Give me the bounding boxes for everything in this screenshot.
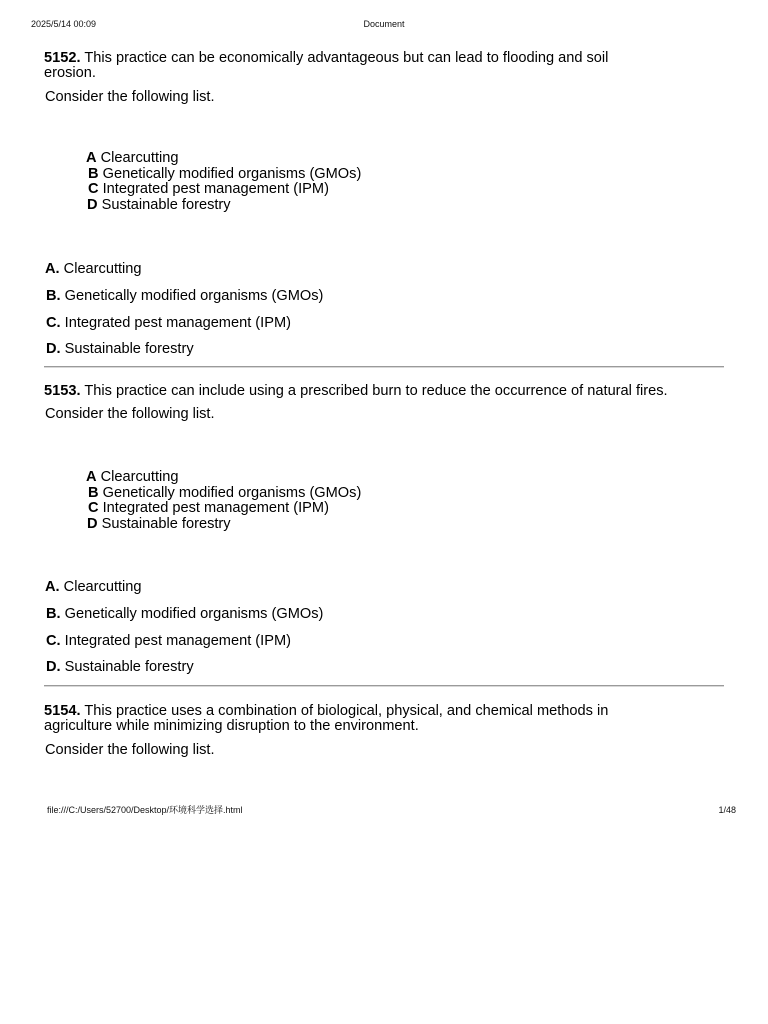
option-list-item-d: D Sustainable forestry xyxy=(87,516,231,533)
question-5154 xyxy=(44,703,724,758)
document-title: Document xyxy=(363,19,405,29)
question-number: 5154. xyxy=(44,703,81,719)
question-text-line1: This practice can be economically advantageous but can lead to flooding and soil xyxy=(84,50,609,66)
option-list xyxy=(86,151,361,214)
page-number: 1/48 xyxy=(718,805,736,815)
file-path: file:///C:/Users/52700/Desktop/环境科学选择.html xyxy=(47,805,243,815)
question-number: 5153. xyxy=(44,383,81,399)
question-text-line2: agriculture while minimizing disruption to the environment. xyxy=(44,718,419,734)
option-list-item-b: B Genetically modified organisms (GMOs) xyxy=(88,484,362,501)
question-number: 5152. xyxy=(44,50,81,66)
question-stem xyxy=(44,384,724,399)
print-datetime: 2025/5/14 00:09 xyxy=(31,19,97,29)
option-list-item-d: D Sustainable forestry xyxy=(87,197,231,214)
option-list-item-c: C Integrated pest management (IPM) xyxy=(88,500,329,517)
question-5152 xyxy=(44,50,724,357)
answer-choice-d[interactable]: D. Sustainable forestry xyxy=(46,659,194,675)
answer-choice-b[interactable]: B. Genetically modified organisms (GMOs) xyxy=(46,606,324,622)
consider-list-text: Consider the following list. xyxy=(45,406,215,422)
answer-choice-d[interactable]: D. Sustainable forestry xyxy=(46,341,194,357)
question-text-line2: erosion. xyxy=(44,65,96,81)
answer-choice-c[interactable]: C. Integrated pest management (IPM) xyxy=(46,315,291,331)
option-list-item-a: A Clearcutting xyxy=(86,150,179,166)
option-list-item-c: C Integrated pest management (IPM) xyxy=(88,181,329,198)
question-stem xyxy=(44,704,724,734)
question-divider xyxy=(44,685,724,687)
option-list-item-a: A Clearcutting xyxy=(86,469,179,485)
question-divider xyxy=(44,366,724,368)
question-5153 xyxy=(44,383,724,675)
option-list-item-b: B Genetically modified organisms (GMOs) xyxy=(88,165,362,182)
question-stem xyxy=(44,51,724,81)
answer-choice-c[interactable]: C. Integrated pest management (IPM) xyxy=(46,633,291,649)
option-list xyxy=(86,470,361,533)
consider-list-text: Consider the following list. xyxy=(45,742,215,758)
question-text-line1: This practice can include using a prescribed burn to reduce the occurrence of natural fires. xyxy=(84,383,668,399)
question-text-line1: This practice uses a combination of biological, physical, and chemical methods in xyxy=(84,703,609,719)
answer-choice-a[interactable]: A. Clearcutting xyxy=(45,261,142,277)
answer-choice-a[interactable]: A. Clearcutting xyxy=(45,579,142,595)
consider-list-text: Consider the following list. xyxy=(45,89,215,105)
answer-choice-b[interactable]: B. Genetically modified organisms (GMOs) xyxy=(46,288,324,304)
